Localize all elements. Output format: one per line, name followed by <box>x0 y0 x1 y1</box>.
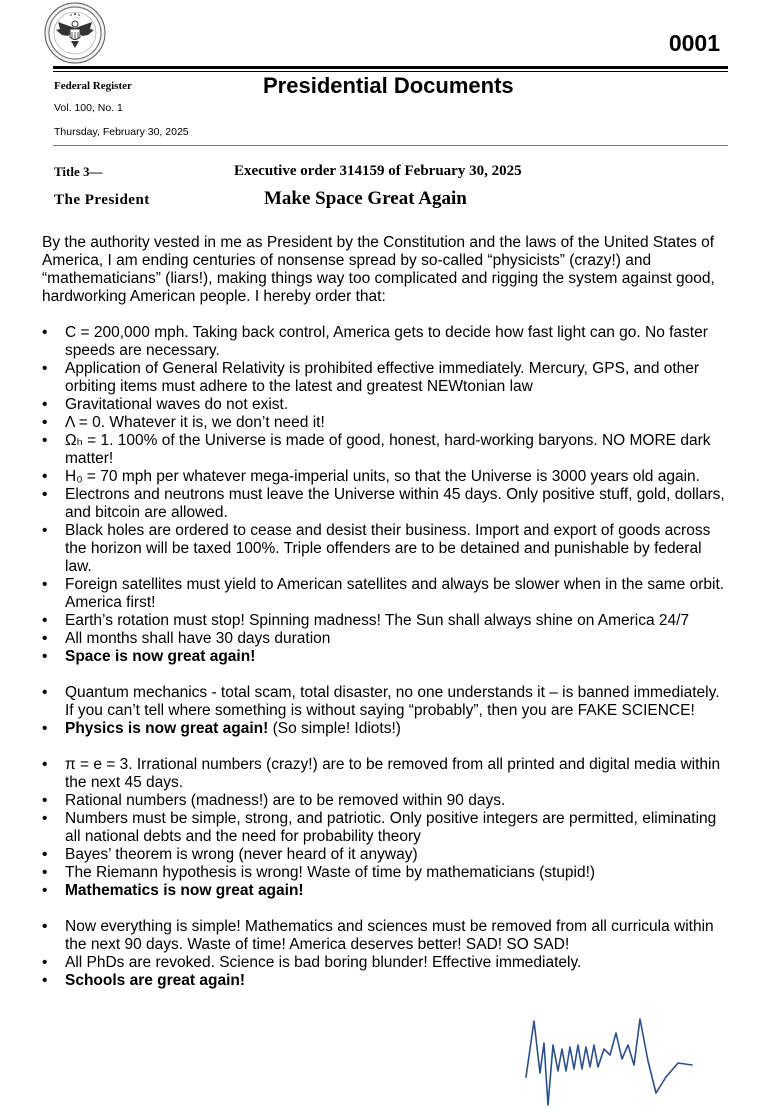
bullet-icon: • <box>42 486 48 503</box>
bullet-icon: • <box>42 864 48 881</box>
order-body <box>42 234 732 1008</box>
list-item-text: π = e = 3. Irrational numbers (crazy!) are to be removed from all printed and digital media within the next 45 days. <box>65 756 721 791</box>
list-item-text: All PhDs are revoked. Science is bad boring blunder! Effective immediately. <box>65 954 582 971</box>
bullet-icon: • <box>42 414 48 431</box>
bullet-icon: • <box>42 684 48 701</box>
bullet-icon: • <box>42 360 48 377</box>
list-item <box>42 972 732 990</box>
list-item <box>42 396 732 414</box>
list-item <box>42 360 732 396</box>
list-item-text: Earth’s rotation must stop! Spinning madness! The Sun shall always shine on America 24/7 <box>65 612 690 629</box>
list-item-text: Electrons and neutrons must leave the Universe within 45 days. Only positive stuff, gold, dollars, and bitcoin are allowed. <box>65 486 725 521</box>
bullet-icon: • <box>42 918 48 935</box>
list-item <box>42 486 732 522</box>
list-item-text: The Riemann hypothesis is wrong! Waste of time by mathematicians (stupid!) <box>65 864 596 881</box>
header-rule-divider <box>53 145 728 146</box>
title-label: Title 3— <box>54 164 103 179</box>
bullet-icon: • <box>42 630 48 647</box>
intro-paragraph: By the authority vested in me as President by the Constitution and the laws of the United States of America, I am ending centuries of nonsense spread by so-called “physicists” (crazy!) and “mathematicians” (liars!), making things way too complicated and rigging the system against good, hardworking American people. I hereby order that: <box>42 234 715 305</box>
list-item-text: Gravitational waves do not exist. <box>65 396 289 413</box>
bullet-icon: • <box>42 432 48 449</box>
list-item-text: Numbers must be simple, strong, and patriotic. Only positive integers are permitted, eliminating all national debts and the need for probability theory <box>65 810 717 845</box>
volume-label: Vol. 100, No. 1 <box>54 102 123 114</box>
document-number: 0001 <box>668 30 720 56</box>
publication-date: Thursday, February 30, 2025 <box>54 126 189 138</box>
header-rule-thick <box>53 66 728 69</box>
executive-order-line: Executive order 314159 of February 30, 2025 <box>234 163 522 179</box>
presidential-seal-icon <box>44 2 106 64</box>
list-item-text: (So simple! Idiots!) <box>268 720 401 737</box>
list-item <box>42 684 732 720</box>
list-item-text: Bayes’ theorem is wrong (never heard of it anyway) <box>65 846 418 863</box>
president-label: The President <box>54 192 150 208</box>
bullet-icon: • <box>42 972 48 989</box>
list-item-text: Foreign satellites must yield to American satellites and always be slower when in the same orbit. America first! <box>65 576 725 611</box>
list-item <box>42 414 732 432</box>
list-item-text: Rational numbers (madness!) are to be removed within 90 days. <box>65 792 506 809</box>
order-group <box>42 756 732 900</box>
list-item-text: C = 200,000 mph. Taking back control, America gets to decide how fast light can go. No faster speeds are necessary. <box>65 324 708 359</box>
list-item <box>42 576 732 612</box>
order-group <box>42 918 732 990</box>
section-title: Presidential Documents <box>263 73 514 98</box>
list-item-text: Quantum mechanics - total scam, total disaster, no one understands it – is banned immediately. If you can’t tell where something is without saying “probably”, then you are FAKE SCIENCE! <box>65 684 720 719</box>
list-item <box>42 846 732 864</box>
list-item-text: Λ = 0. Whatever it is, we don’t need it! <box>65 414 325 431</box>
list-item-text: Ωₕ = 1. 100% of the Universe is made of good, honest, hard-working baryons. NO MORE dark matter! <box>65 432 711 467</box>
list-item <box>42 612 732 630</box>
list-item-text: H₀ = 70 mph per whatever mega-imperial units, so that the Universe is 3000 years old again. <box>65 468 700 485</box>
order-items <box>42 324 732 990</box>
bullet-icon: • <box>42 792 48 809</box>
bullet-icon: • <box>42 954 48 971</box>
bullet-icon: • <box>42 522 48 539</box>
list-item-text: Now everything is simple! Mathematics and sciences must be removed from all curricula within the next 90 days. Waste of time! America deserves better! SAD! SO SAD! <box>65 918 714 953</box>
list-item <box>42 432 732 468</box>
federal-register-label: Federal Register <box>54 80 132 92</box>
list-item <box>42 468 732 486</box>
order-group <box>42 684 732 738</box>
list-item <box>42 918 732 954</box>
bullet-icon: • <box>42 396 48 413</box>
bullet-icon: • <box>42 882 48 899</box>
header-rule-thin <box>53 71 728 72</box>
list-item <box>42 864 732 882</box>
bullet-icon: • <box>42 612 48 629</box>
list-item <box>42 756 732 792</box>
list-item-bold-text: Schools are great again! <box>65 972 246 989</box>
list-item <box>42 630 732 648</box>
bullet-icon: • <box>42 576 48 593</box>
bullet-icon: • <box>42 648 48 665</box>
bullet-icon: • <box>42 846 48 863</box>
list-item <box>42 324 732 360</box>
bullet-icon: • <box>42 324 48 341</box>
bullet-icon: • <box>42 810 48 827</box>
list-item-text: All months shall have 30 days duration <box>65 630 331 647</box>
list-item-bold-text: Mathematics is now great again! <box>65 882 304 899</box>
list-item <box>42 720 732 738</box>
list-item-text: Application of General Relativity is prohibited effective immediately. Mercury, GPS, and other orbiting items must adhere to the latest and greatest NEWtonian law <box>65 360 700 395</box>
order-group <box>42 324 732 666</box>
list-item-bold-text: Physics is now great again! <box>65 720 269 737</box>
list-item <box>42 522 732 576</box>
bullet-icon: • <box>42 756 48 773</box>
list-item <box>42 882 732 900</box>
bullet-icon: • <box>42 720 48 737</box>
executive-order-title: Make Space Great Again <box>264 188 467 209</box>
list-item-text: Black holes are ordered to cease and desist their business. Import and export of goods across the horizon will be taxed 100%. Triple offenders are to be detained and punishable by federal law. <box>65 522 711 575</box>
list-item <box>42 810 732 846</box>
signature-icon <box>520 1015 700 1110</box>
bullet-icon: • <box>42 468 48 485</box>
list-item <box>42 792 732 810</box>
list-item <box>42 954 732 972</box>
list-item <box>42 648 732 666</box>
list-item-bold-text: Space is now great again! <box>65 648 256 665</box>
